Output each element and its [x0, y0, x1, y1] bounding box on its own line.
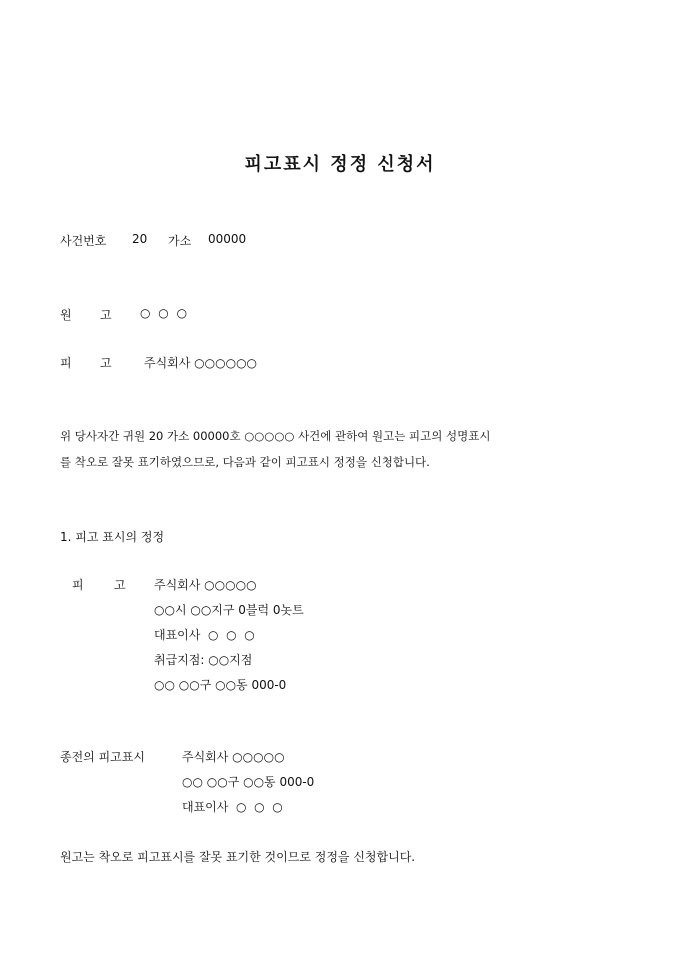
section-1-line: 대표이사 ○ ○ ○	[154, 628, 255, 642]
section-1-line: ○○시 ○○지구 0블럭 0놋트	[154, 603, 304, 617]
plaintiff-label-2: 고	[100, 308, 112, 322]
section-1-label-1: 피	[72, 578, 84, 592]
defendant-label-1: 피	[60, 356, 72, 370]
plaintiff-label-1: 원	[60, 308, 72, 322]
case-number: 00000	[208, 232, 247, 246]
plaintiff-name: ○ ○ ○	[140, 306, 190, 320]
previous-line: 주식회사 ○○○○○	[182, 750, 285, 764]
case-number-label: 사건번호	[60, 234, 107, 248]
body-line-1: 위 당사자간 귀원 20 가소 00000호 ○○○○○ 사건에 관하여 원고는 피고의 성명표시	[60, 429, 491, 443]
previous-line: 대표이사 ○ ○ ○	[182, 800, 283, 814]
closing-statement: 원고는 착오로 피고표시를 잘못 표기한 것이므로 정정을 신청합니다.	[60, 850, 416, 864]
section-1-heading: 1. 피고 표시의 정정	[60, 530, 165, 544]
case-type: 가소	[168, 234, 192, 248]
page-title: 피고표시 정정 신청서	[244, 154, 436, 175]
previous-label: 종전의 피고표시	[60, 750, 145, 764]
previous-line: ○○ ○○구 ○○동 000-0	[182, 775, 315, 789]
section-1-line: ○○ ○○구 ○○동 000-0	[154, 678, 287, 692]
section-1-line: 주식회사 ○○○○○	[154, 578, 257, 592]
case-year: 20	[132, 232, 148, 246]
section-1-line: 취급지점: ○○지점	[154, 653, 253, 667]
defendant-name: 주식회사 ○○○○○○	[144, 356, 258, 370]
defendant-label-2: 고	[100, 356, 112, 370]
section-1-label-2: 고	[114, 578, 126, 592]
body-line-2: 를 착오로 잘못 표기하였으므로, 다음과 같이 피고표시 정정을 신청합니다.	[60, 455, 430, 469]
